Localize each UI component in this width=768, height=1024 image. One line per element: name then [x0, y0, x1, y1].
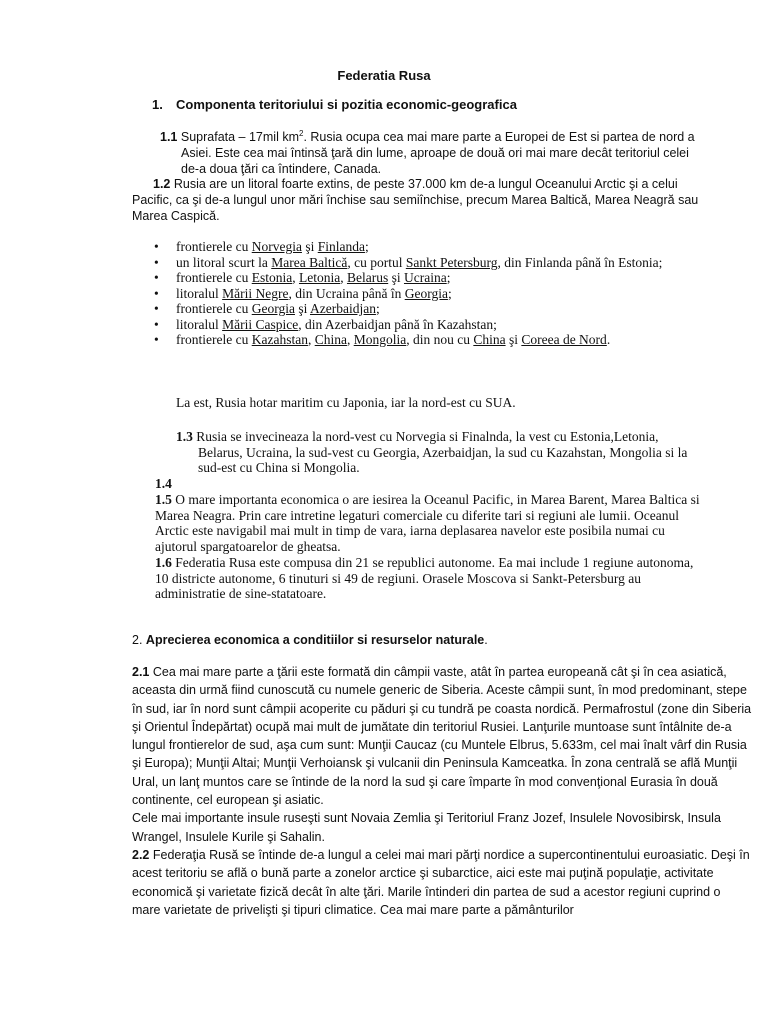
link-marii-negre[interactable]: Mării Negre — [222, 285, 289, 301]
section-2-number: 2. — [132, 633, 143, 647]
link-azerbaidjan[interactable]: Azerbaidjan — [309, 301, 376, 316]
paragraph-2-1-number: 2.1 — [132, 665, 150, 679]
list-text: , cu portul — [347, 254, 406, 270]
link-sankt-petersburg[interactable]: Sankt Petersburg — [405, 254, 498, 270]
link-estonia[interactable]: Estonia — [251, 270, 293, 285]
paragraph-east: La est, Rusia hotar maritim cu Japonia, iar la nord-est cu SUA. — [176, 395, 516, 410]
link-belarus[interactable]: Belarus — [346, 270, 389, 285]
paragraph-1-2 — [132, 176, 700, 224]
list-text: , — [292, 270, 299, 285]
list-text: . — [606, 332, 611, 347]
list-text: , — [340, 270, 347, 285]
paragraph-1-3-text-b: Belarus, Ucraina, la sud-vest cu Georgia, Azerbaidjan, la sud cu Kazahstan, Mongolia si la sud-est cu China si Mongolia. — [198, 444, 688, 475]
link-letonia[interactable]: Letonia — [298, 270, 341, 285]
paragraph-1-1-text-c: Asiei. Este cea mai întinsă ţară din lume, aproape de două ori mai mare decât teritoriul celei de-a doua ţări ca întindere, Canada. — [181, 146, 689, 177]
bullet-icon: • — [154, 239, 159, 254]
list-text: ; — [446, 270, 451, 285]
list-text: , din nou cu — [406, 332, 474, 347]
paragraph-1-1-text-b: . Rusia ocupa cea mai mare parte a Europei de Est si partea de nord a — [303, 130, 695, 145]
link-mongolia[interactable]: Mongolia — [353, 332, 407, 347]
list-text: şi — [294, 301, 310, 316]
list-text: ; — [375, 301, 380, 316]
list-text: şi — [505, 332, 522, 347]
list-text: ; — [447, 285, 452, 301]
paragraph-1-3-text-a: Rusia se invecineaza la nord-vest cu Norvegia si Finalnda, la vest cu Estonia,Letonia, — [196, 429, 659, 444]
link-georgia[interactable]: Georgia — [251, 301, 295, 316]
list-item — [132, 332, 692, 348]
paragraph-2-2-text: Federaţia Rusă se întinde de-a lungul a celei mai mari părţi nordice a supercontinentului euroasiatic. Deşi în acest teritoriu se află o bună parte a zonelor arctice şi subarctice, aici este mai puţină populaţie, activitate economică şi varietate fizică decât în alte ţări. Marile întinderi din partea de sud a acestor regiuni cuprind o mare varietate de privelişti şi tipuri climatice. Cea mai mare parte a pământurilor — [132, 847, 750, 917]
paragraph-2-1-text: Cea mai mare parte a ţării este formată din câmpii vaste, atât în partea europeană cât şi în cea asiatică, aceasta din urmă fiind cunoscută cu numele generic de Siberia. Aceste câmpii sunt, în mod predominant, stepe în sud, iar în nord sunt câmpii acoperite cu păduri şi cu tundră pe coasta nordică. Permafrostul (zone din Siberia şi Orientul Îndepărtat) ocupă mai mult de jumătate din teritoriul Rusiei. Lanţurile muntoase sunt întâlnite de-a lungul frontierelor de sud, aşa cum sunt: Munţii Caucaz (cu Muntele Elbrus, 5.633m, cel mai înalt vârf din Rusia şi Europa); Munţii Altai; Munţii Verhoiansk şi vulcanii din Peninsula Kamceatka. În zona centrală se află Munţii Ural, un lanţ muntos care se întinde de la nord la sud şi care împarte în mod convenţional Eurasia în două continente, cel european şi asiatic. — [132, 665, 752, 808]
link-kazahstan[interactable]: Kazahstan — [251, 332, 308, 347]
list-text: , din Ucraina până în — [288, 285, 405, 301]
list-text: un litoral scurt la — [176, 254, 272, 270]
list-item — [132, 286, 692, 302]
bullet-icon: • — [154, 254, 159, 270]
document-title: Federatia Rusa — [337, 68, 431, 83]
list-text: şi — [301, 239, 318, 254]
bullet-icon: • — [154, 301, 159, 316]
paragraph-2-1 — [132, 663, 752, 919]
list-item — [132, 255, 692, 271]
paragraph-2-2-number: 2.2 — [132, 847, 150, 862]
list-text: frontierele cu — [176, 239, 252, 254]
bullet-icon: • — [154, 285, 159, 301]
link-finlanda[interactable]: Finlanda — [317, 239, 365, 254]
list-item — [132, 317, 692, 333]
list-text: şi — [388, 270, 404, 285]
paragraph-1-6 — [155, 555, 705, 602]
list-text: ; — [364, 239, 369, 254]
paragraph-1-1 — [160, 126, 705, 177]
link-norvegia[interactable]: Norvegia — [251, 239, 302, 254]
paragraph-1-4-number: 1.4 — [155, 476, 172, 491]
link-coreea-de-nord[interactable]: Coreea de Nord — [521, 332, 607, 347]
paragraph-islands: Cele mai importante insule ruseşti sunt Novaia Zemlia şi Teritoriul Franz Jozef, Insulele Novosibirsk, Insula Wrangel, Insulele Kurile şi Sahalin. — [132, 811, 721, 844]
paragraph-1-2-text: Rusia are un litoral foarte extins, de peste 37.000 km de-a lungul Oceanului Arctic şi a celui Pacific, ca şi de-a lungul unor mări închise sau semiînchise, precum Marea Baltică, Marea Neagră sau Marea Caspică. — [132, 177, 699, 223]
paragraph-1-2-number: 1.2 — [153, 177, 171, 191]
list-text: , din Azerbaidjan până în Kazahstan; — [298, 316, 497, 332]
list-text: litoralul — [176, 285, 223, 301]
link-china[interactable]: China — [314, 332, 347, 347]
section-1-number: 1. — [152, 97, 163, 112]
list-text: , — [307, 332, 315, 347]
list-text: frontierele cu — [176, 301, 252, 316]
section-1-heading-text: Componenta teritoriului si pozitia economic-geografica — [176, 97, 517, 112]
bullet-icon: • — [154, 332, 159, 347]
link-marii-caspice[interactable]: Mării Caspice — [222, 316, 299, 332]
bullet-icon: • — [154, 316, 159, 332]
paragraph-1-1-text-a: Suprafata – 17mil km — [180, 130, 299, 145]
list-text: , — [346, 332, 354, 347]
paragraph-1-5 — [155, 492, 705, 554]
link-ucraina[interactable]: Ucraina — [403, 270, 447, 285]
link-georgia[interactable]: Georgia — [404, 285, 448, 301]
list-text: frontierele cu — [176, 270, 252, 285]
link-china[interactable]: China — [473, 332, 506, 347]
link-marea-baltica[interactable]: Marea Baltică — [271, 254, 348, 270]
section-1-heading — [152, 97, 517, 112]
list-text: frontierele cu — [176, 332, 252, 347]
paragraph-1-5-text: O mare importanta economica o are iesirea la Oceanul Pacific, in Marea Barent, Marea Baltica si Marea Neagra. Prin care intretine legaturi comerciale cu diferite tari si regiuni ale lumii. Oceanul Arctic este navigabil mai mult in timp de vara, iarna deplasarea navelor este posibila numai cu ajutorul spargatoarelor de gheatsa. — [155, 492, 700, 554]
list-item — [132, 301, 692, 317]
paragraph-1-6-text: Federatia Rusa este compusa din 21 se republici autonome. Ea mai include 1 regiune autonoma, 10 districte autonome, 6 tinuturi si 49 de regiuni. Orasele Moscova si Sankt-Petersburg au administratie de sine-statatoare. — [155, 555, 694, 601]
list-text: litoralul — [176, 316, 223, 332]
bullet-icon: • — [154, 270, 159, 285]
list-item — [132, 239, 692, 255]
superscript-2: 2 — [298, 129, 304, 138]
border-list — [132, 239, 692, 348]
section-2-heading — [132, 633, 488, 647]
paragraph-1-6-number: 1.6 — [155, 555, 172, 570]
paragraph-1-3 — [176, 429, 696, 476]
paragraph-1-5-number: 1.5 — [155, 492, 172, 507]
section-2-heading-end: . — [484, 633, 488, 647]
section-2-heading-text: Aprecierea economica a conditiilor si resurselor naturale — [145, 633, 485, 647]
paragraph-1-3-number: 1.3 — [176, 429, 193, 444]
list-item — [132, 270, 692, 286]
list-text: , din Finlanda până în Estonia; — [497, 254, 663, 270]
paragraph-1-1-number: 1.1 — [160, 130, 178, 145]
